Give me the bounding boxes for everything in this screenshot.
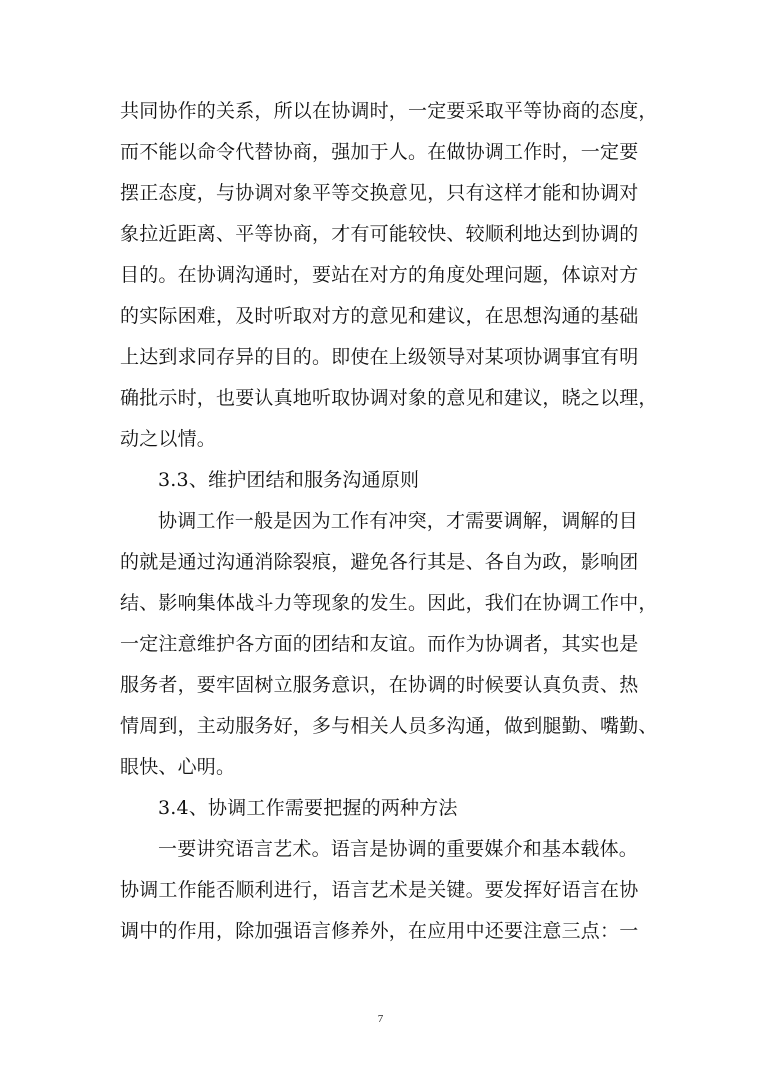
text-line: 摆正态度，与协调对象平等交换意见，只有这样才能和协调对 xyxy=(120,182,639,204)
text-line: 确批示时，也要认真地听取协调对象的意见和建议，晓之以理， xyxy=(120,387,658,409)
text-line: 而不能以命令代替协商，强加于人。在做协调工作时，一定要 xyxy=(120,141,639,163)
text-line: 协调工作能否顺利进行，语言艺术是关键。要发挥好语言在协 xyxy=(120,879,639,901)
text-line: 情周到，主动服务好，多与相关人员多沟通，做到腿勤、嘴勤、 xyxy=(120,715,658,737)
text-line: 的就是通过沟通消除裂痕，避免各行其是、各自为政，影响团 xyxy=(120,551,639,573)
text-line: 共同协作的关系，所以在协调时，一定要采取平等协商的态度， xyxy=(120,100,658,122)
text-line: 象拉近距离、平等协商，才有可能较快、较顺利地达到协调的 xyxy=(120,223,639,245)
text-line: 眼快、心明。 xyxy=(120,756,236,778)
text-line: 上达到求同存异的目的。即使在上级领导对某项协调事宜有明 xyxy=(120,346,639,368)
text-line: 目的。在协调沟通时，要站在对方的角度处理问题，体谅对方 xyxy=(120,264,639,286)
page-number: 7 xyxy=(377,1013,384,1025)
text-line: 动之以情。 xyxy=(120,428,217,450)
section-heading-3-3: 3.3、维护团结和服务沟通原则 xyxy=(158,469,420,491)
text-line: 一定注意维护各方面的团结和友谊。而作为协调者，其实也是 xyxy=(120,633,639,655)
text-line: 结、影响集体战斗力等现象的发生。因此，我们在协调工作中， xyxy=(120,592,658,614)
page-body xyxy=(120,91,658,952)
section-heading-3-4: 3.4、协调工作需要把握的两种方法 xyxy=(158,797,458,819)
paragraph-first-line: 一要讲究语言艺术。语言是协调的重要媒介和基本载体。 xyxy=(158,838,639,860)
paragraph-first-line: 协调工作一般是因为工作有冲突，才需要调解，调解的目 xyxy=(158,510,639,532)
text-line: 调中的作用，除加强语言修养外，在应用中还要注意三点：一 xyxy=(120,920,639,942)
text-line: 服务者，要牢固树立服务意识，在协调的时候要认真负责、热 xyxy=(120,674,639,696)
text-line: 的实际困难，及时听取对方的意见和建议，在思想沟通的基础 xyxy=(120,305,639,327)
